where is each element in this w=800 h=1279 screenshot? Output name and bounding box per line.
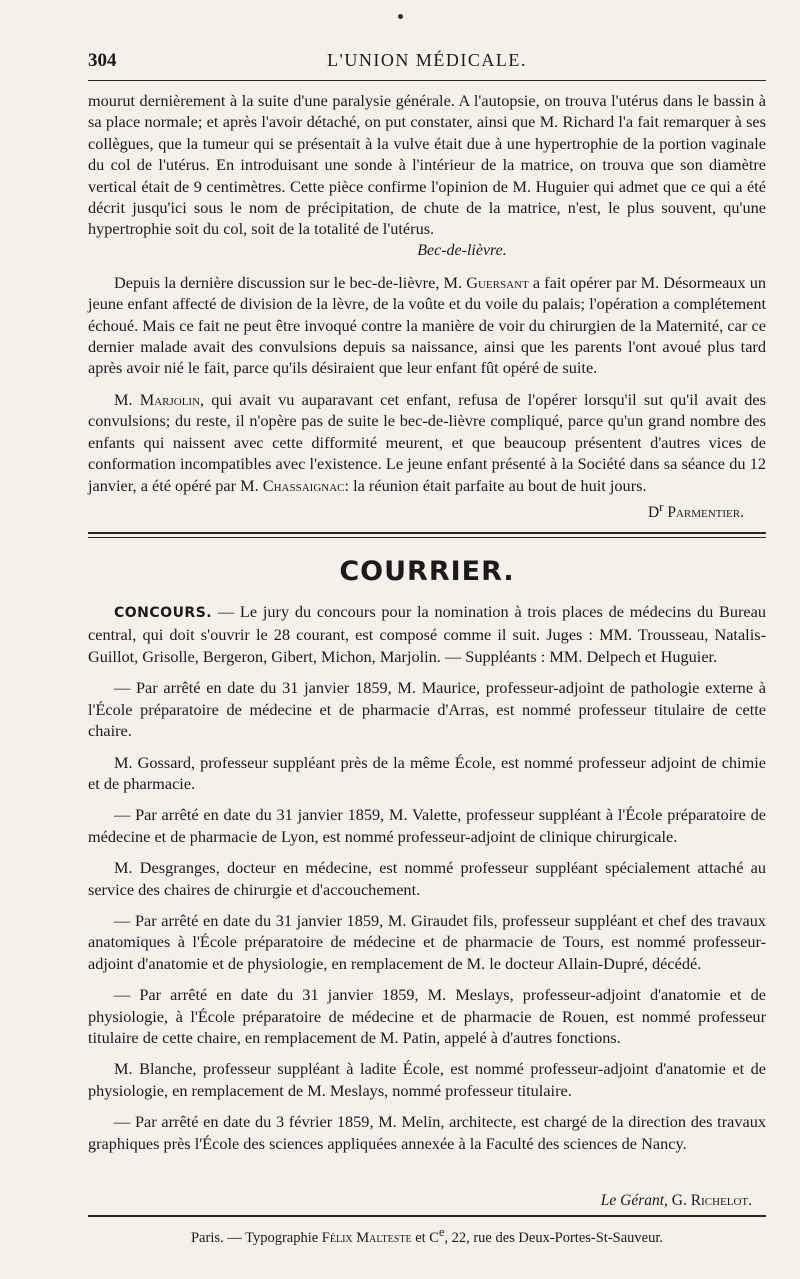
page-number: 304 <box>88 50 117 71</box>
courrier-heading: COURRIER. <box>339 556 515 588</box>
courrier-paragraph: — Par arrêté en date du 3 février 1859, M. Melin, architecte, est chargé de la direction des travaux graphiques près l'École des sciences appliquées annexée à la Faculté des sciences de Nancy. <box>88 1112 766 1153</box>
courrier-paragraph: M. Gossard, professeur suppléant près de la même École, est nommé professeur adjoint de chimie et de pharmacie. <box>88 752 766 793</box>
courrier-paragraph: — Par arrêté en date du 31 janvier 1859, M. Giraudet fils, professeur suppléant et chef des travaux anatomiques à l'École préparatoire de médecine et de pharmacie de Tours, est nommé professeur-adjoint d'anatomie et de physiologie, en remplacement de M. le docteur Allain-Dupré, décédé. <box>88 910 766 973</box>
article-paragraph: mourut dernièrement à la suite d'une paralysie générale. A l'autopsie, on trouva l'utérus dans le bassin à sa place normale; et après l'avoir détaché, on put constater, ainsi que M. Richard l'a fait remarquer à ses collègues, que la tumeur qui se présentait à la vulve était due à une hypertrophie de la portion vaginale du col de l'utérus. En introduisant une sonde à l'intérieur de la matrice, on trouva que son diamètre vertical était de 9 centimètres. Cette pièce confirme l'opinion de M. Huguier qui admet que ce qui a été décrit jusqu'ici sous le nom de précipitation, de chute de la matrice, n'est, le plus souvent, qu'une hypertrophie soit du col, soit de la totalité de l'utérus. <box>88 91 766 239</box>
page-header <box>88 44 766 74</box>
header-rule <box>88 80 766 81</box>
courrier-paragraph: — Par arrêté en date du 31 janvier 1859, M. Meslays, professeur-adjoint d'anatomie et de physiologie, à l'École préparatoire de médecine et de pharmacie de Rouen, est nommé professeur titulaire de cette chaire, en remplacement de M. Patin, appelé à d'autres fonctions. <box>88 985 766 1047</box>
section-title: Bec-de-lièvre. <box>417 241 507 259</box>
courrier-paragraph: M. Desgranges, docteur en médecine, est nommé professeur suppléant spécialement attaché au service des chaires de chirurgie et d'accouchement. <box>88 858 766 899</box>
person-name: Guersant <box>466 272 529 292</box>
article-paragraph: Depuis la dernière discussion sur le bec-de-lièvre, M. Guersant a fait opérer par M. Désormeaux un jeune enfant affecté de division de la lèvre, de la voûte et du voile du palais; l'opération a complétement échoué. Mais ce fait ne peut être invoqué contre la manière de voir du chirurgien de la Maternité, car ce dernier malade avait des convulsions depuis sa naissance, ainsi que les parents l'ont avoué plus tard après avoir nié le fait, parce qu'ils désiraient que leur enfant fût opéré de suite. <box>88 272 767 378</box>
lead-label: CONCOURS. <box>114 605 213 622</box>
section-divider <box>88 532 766 538</box>
page-body <box>88 90 766 1154</box>
person-name: Marjolin <box>139 389 201 409</box>
person-name: Chassaignac <box>262 475 345 495</box>
courrier-paragraph: — Par arrêté en date du 31 janvier 1859, M. Valette, professeur suppléant à l'École préparatoire de médecine et de pharmacie de Lyon, est nommé professeur-adjoint de clinique chirurgicale. <box>88 805 766 846</box>
author-signature: $D^r$ Parmentier. <box>647 498 744 522</box>
courrier-paragraph: — Par arrêté en date du 31 janvier 1859, M. Maurice, professeur-adjoint de pathologie externe à l'École préparatoire de médecine et de pharmacie d'Arras, est nommé professeur titulaire de cette chaire. <box>88 678 766 741</box>
courrier-paragraph: M. Blanche, professeur suppléant à ladite École, est nommé professeur-adjoint d'anatomie et de physiologie, en remplacement de M. Meslays, nommé professeur titulaire. <box>88 1059 766 1100</box>
footer-rule <box>88 1215 766 1217</box>
gerant-signature: Le Gérant, G. Richelot. <box>600 1192 752 1209</box>
article-paragraph: M. Marjolin, qui avait vu auparavant cet enfant, refusa de l'opérer lorsqu'il sut qu'il avait des convulsions; du reste, il n'opère pas de suite le bec-de-lièvre compliqué, parce qu'un grand nombre des enfants qui naissent avec cette difformité meurent, et que beaucoup présentent d'autres vices de conformation incompatibles avec l'existence. Le jeune enfant présenté à la Société dans sa séance du 12 janvier, a été opéré par M. Chassaignac: la réunion était parfaite au bout de huit jours. <box>88 389 766 495</box>
courrier-paragraph: CONCOURS. — Le jury du concours pour la nomination à trois places de médecins du Bureau central, qui doit s'ouvrir le 28 courant, est composé comme il suit. Juges : MM. Trousseau, Natalis-Guillot, Grisolle, Bergeron, Gibert, Michon, Marjolin. — Suppléants : MM. Delpech et Huguier. <box>88 602 766 666</box>
running-title: L'UNION MÉDICALE. <box>327 50 527 70</box>
ink-dot <box>398 14 403 19</box>
imprint-line: Paris. — Typographie Félix Malteste et Ce, 22, rue des Deux-Portes-St-Sauveur. <box>190 1225 663 1246</box>
